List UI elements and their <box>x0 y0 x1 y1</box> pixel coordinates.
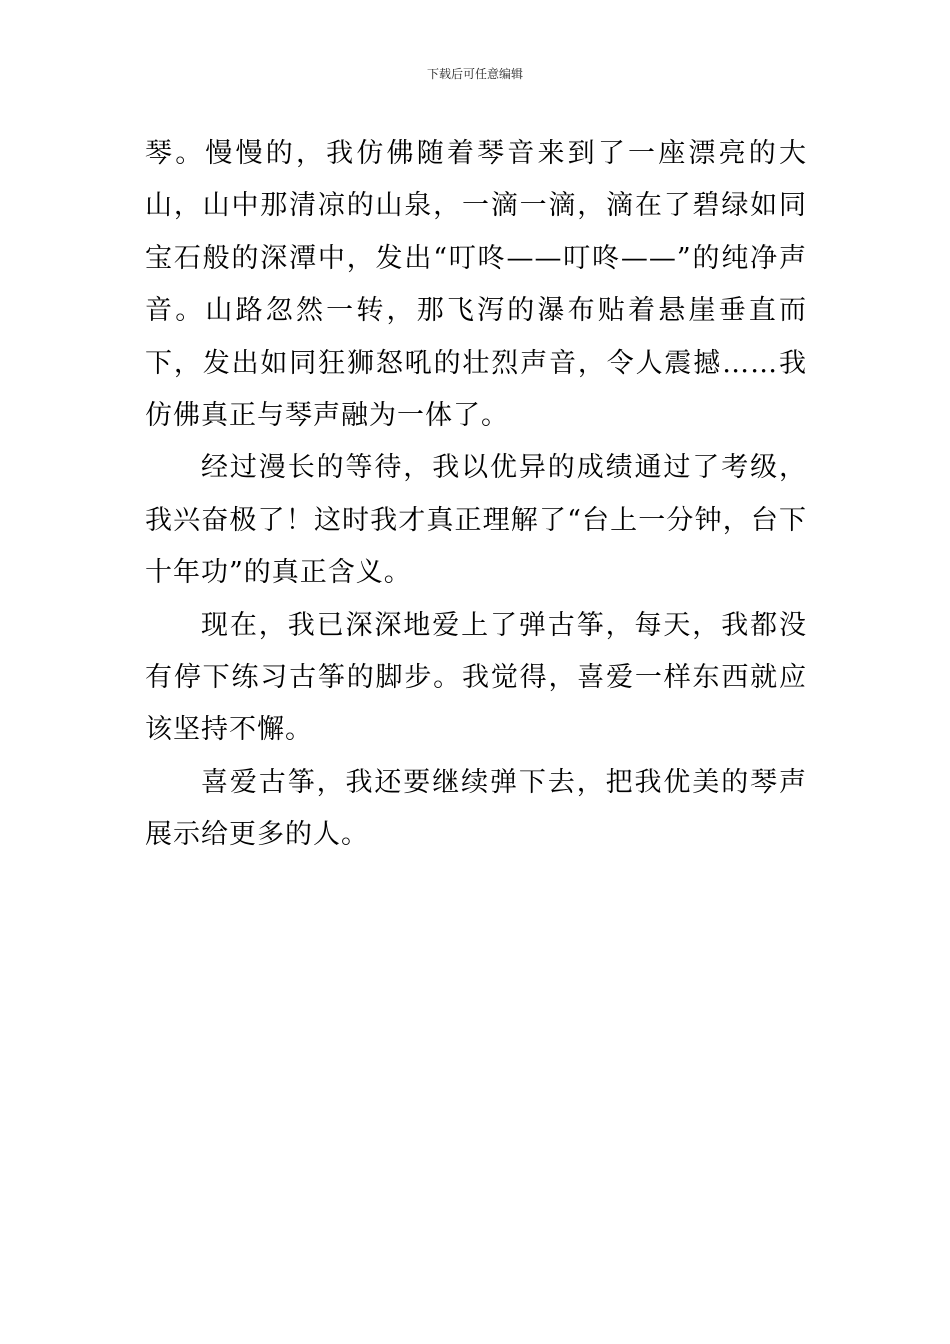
paragraph-4: 喜爱古筝，我还要继续弹下去，把我优美的琴声展示给更多的人。 <box>145 766 807 851</box>
paragraph-3: 现在，我已深深地爱上了弹古筝，每天，我都没有停下练习古筝的脚步。我觉得，喜爱一样东西就应该坚持不懈。 <box>145 609 807 746</box>
document-body <box>145 128 807 862</box>
page-header: 下载后可任意编辑 <box>426 67 523 81</box>
paragraph-2: 经过漫长的等待，我以优异的成绩通过了考级，我兴奋极了！这时我才真正理解了“台上一分钟，台下十年功”的真正含义。 <box>145 452 807 589</box>
paragraph-1: 琴。慢慢的，我仿佛随着琴音来到了一座漂亮的大山，山中那清凉的山泉，一滴一滴，滴在了碧绿如同宝石般的深潭中，发出“叮咚——叮咚——”的纯净声音。山路忽然一转，那飞泻的瀑布贴着悬崖垂直而下，发出如同狂狮怒吼的壮烈声音，令人震撼……我仿佛真正与琴声融为一体了。 <box>145 138 807 432</box>
